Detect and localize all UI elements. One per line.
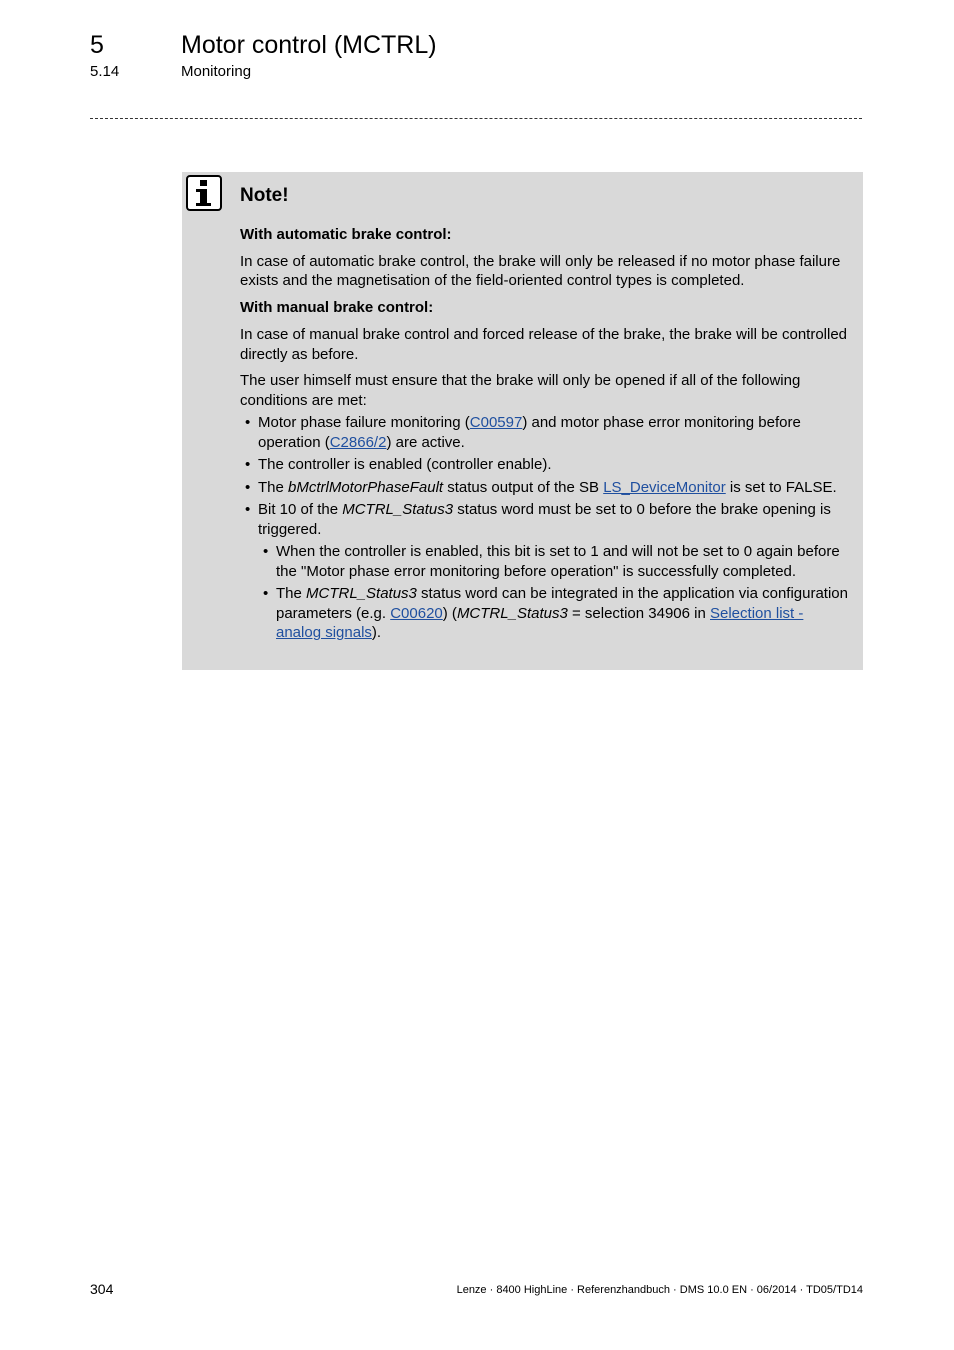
sub-list — [258, 542, 852, 643]
link-c2866-2[interactable]: C2866/2 — [329, 433, 387, 451]
note-body — [240, 225, 852, 643]
paragraph-manual-brake: In case of manual brake control and forced release of the brake, the brake will be controlled directly as before. — [240, 326, 848, 363]
note-box — [182, 172, 863, 670]
bullet-text: The — [258, 478, 289, 496]
paragraph-user-conditions: The user himself must ensure that the brake will only be opened if all of the following conditions are met: — [240, 372, 801, 409]
bullet-text: is set to FALSE. — [725, 478, 837, 496]
bullet-text: status output of the SB — [443, 478, 604, 496]
link-c00620[interactable]: C00620 — [390, 604, 443, 622]
list-item — [240, 455, 852, 475]
bullet-text: The — [276, 585, 307, 602]
info-icon — [186, 175, 222, 211]
bullet-text: Motor phase failure monitoring ( — [258, 414, 470, 431]
bullet-text: Bit 10 of the — [258, 501, 343, 518]
bullet-text: When the controller is enabled, this bit is set to 1 and will not be set to 0 again before the "Motor phase error monitoring before operation" is successfully completed. — [276, 543, 840, 580]
bullet-text: status word must be set to 0 before the brake opening is triggered. — [258, 501, 831, 538]
status-word-name: MCTRL_Status3 — [342, 501, 454, 518]
chapter-title: Motor control (MCTRL) — [181, 31, 437, 59]
header-divider — [90, 118, 862, 119]
paragraph-automatic-brake: In case of automatic brake control, the brake will only be released if no motor phase failure exists and the magnetisation of the field-oriented control types is completed. — [240, 252, 841, 289]
sub-list-item — [258, 584, 852, 643]
section-number: 5.14 — [90, 63, 120, 80]
link-ls-devicemonitor[interactable]: LS_DeviceMonitor — [603, 478, 726, 496]
sub-list-item — [258, 542, 852, 581]
chapter-number: 5 — [90, 31, 104, 59]
bullet-text: = selection 34906 in — [567, 604, 710, 622]
bullet-text: status word can be integrated in the application via configuration parameters (e.g. — [276, 585, 848, 622]
bullet-text: ). — [371, 624, 382, 641]
list-item — [240, 500, 852, 643]
signal-name: bMctrlMotorPhaseFault — [288, 478, 444, 496]
note-title: Note! — [240, 185, 289, 206]
bullet-text: The controller is enabled (controller enable). — [258, 456, 552, 473]
link-c00597[interactable]: C00597 — [469, 414, 523, 431]
bullet-text: ) and motor phase error monitoring before operation ( — [258, 414, 801, 451]
list-item — [240, 413, 852, 452]
conditions-list — [240, 413, 852, 643]
status-word-name: MCTRL_Status3 — [456, 604, 568, 622]
list-item — [240, 478, 852, 498]
bullet-text: ) are active. — [386, 433, 465, 451]
page-number: 304 — [90, 1281, 114, 1297]
section-title: Monitoring — [181, 63, 252, 80]
bullet-text: ) ( — [442, 604, 457, 622]
link-selection-list-analog-signals[interactable]: Selection list - analog signals — [276, 604, 804, 641]
heading-automatic-brake: With automatic brake control: — [240, 226, 452, 243]
heading-manual-brake: With manual brake control: — [240, 298, 434, 316]
status-word-name: MCTRL_Status3 — [306, 585, 417, 602]
footer-doc-info: Lenze · 8400 HighLine · Referenzhandbuch · DMS 10.0 EN · 06/2014 · TD05/TD14 — [456, 1284, 863, 1296]
